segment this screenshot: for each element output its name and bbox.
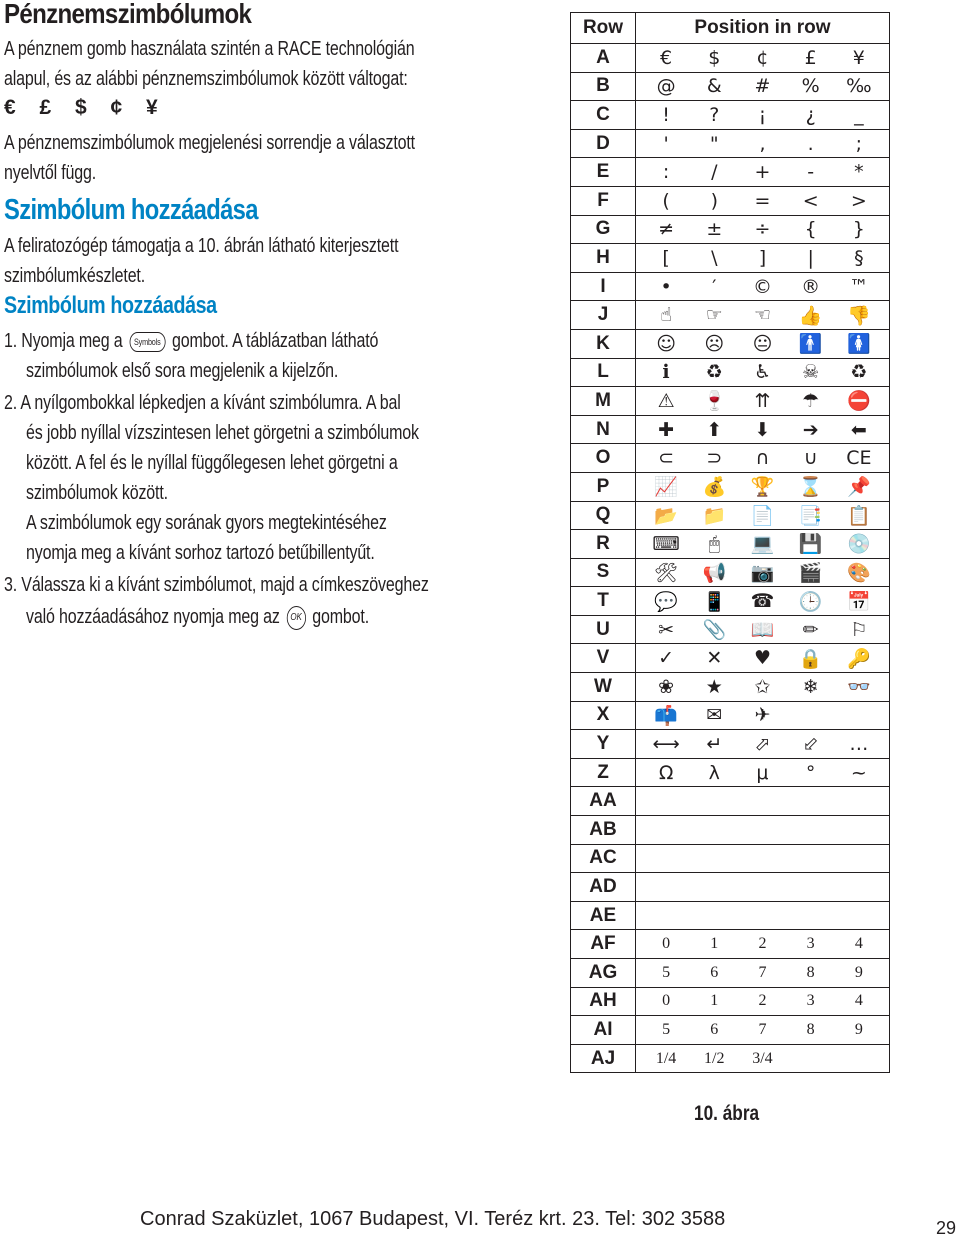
- symbol-cell: ⬅: [850, 418, 867, 441]
- symbol-cell: 🖱: [708, 532, 720, 555]
- row-label: B: [571, 72, 636, 101]
- row-label: J: [571, 301, 636, 330]
- table-row: [571, 72, 890, 101]
- symbol-table-body: [571, 44, 890, 1073]
- symbol-cell: =: [754, 189, 771, 212]
- table-row: [571, 358, 890, 387]
- symbol-cell: ✓: [658, 647, 675, 670]
- table-row: [571, 873, 890, 902]
- symbol-cell: ✕: [706, 647, 723, 670]
- symbol-cell: 0: [662, 992, 671, 1010]
- header-position: Position in row: [636, 13, 890, 44]
- symbol-cell: 7: [758, 963, 767, 981]
- symbol-cell: ☹: [704, 332, 725, 355]
- symbol-cell: 🔑: [847, 647, 871, 670]
- step2-line-4: szimbólumok között.: [26, 482, 168, 504]
- symbol-cell: ™: [849, 275, 869, 298]
- symbol-cell: ❄: [802, 675, 819, 698]
- figure-caption: 10. ábra: [694, 1102, 760, 1125]
- symbol-cell: ✩: [754, 675, 771, 698]
- symbol-cell: ♥: [753, 647, 771, 670]
- row-symbols: [636, 787, 890, 816]
- symbol-cell: °: [805, 761, 816, 784]
- symbol-cell: ★: [705, 675, 723, 698]
- row-symbols: [636, 673, 890, 702]
- row-symbols: [636, 701, 890, 730]
- symbol-cell: 6: [710, 1020, 719, 1038]
- step1-suffix: gombot. A táblázatban látható: [172, 330, 379, 352]
- symbol-cell: 8: [806, 963, 815, 981]
- symbol-cell: ☠: [802, 361, 820, 384]
- row-symbols: [636, 186, 890, 215]
- row-symbols: [636, 358, 890, 387]
- symbol-cell: 2: [758, 992, 767, 1010]
- symbol-cell: &: [706, 75, 722, 98]
- row-label: AD: [571, 873, 636, 902]
- symbol-cell: ©: [752, 275, 772, 298]
- table-row: [571, 816, 890, 845]
- row-label: E: [571, 158, 636, 187]
- symbol-cell: 1: [710, 992, 719, 1010]
- symbol-cell: ;: [855, 132, 863, 155]
- symbol-cell: ÷: [754, 218, 771, 241]
- step1-line-1: [4, 326, 378, 356]
- symbol-cell: ☂: [802, 389, 820, 412]
- symbol-cell: <: [802, 189, 819, 212]
- symbol-cell: -: [807, 161, 815, 184]
- symbol-cell: ¿: [805, 103, 816, 126]
- row-label: A: [571, 44, 636, 73]
- symbol-cell: 6: [710, 963, 719, 981]
- symbol-cell: 1/2: [704, 1049, 725, 1067]
- row-label: C: [571, 101, 636, 130]
- symbol-cell: ,: [759, 132, 766, 155]
- symbol-cell: 8: [806, 1020, 815, 1038]
- step3-line-1: 3. Válassza ki a kívánt szimbólumot, majd a címkeszöveghez: [4, 574, 429, 596]
- row-symbols: [636, 244, 890, 273]
- symbol-cell: 🏆: [750, 476, 775, 499]
- row-label: AG: [571, 959, 636, 988]
- symbol-cell: 3/4: [752, 1049, 773, 1067]
- symbol-cell: 👓: [847, 676, 871, 699]
- row-symbols: [636, 615, 890, 644]
- row-symbols: [636, 129, 890, 158]
- symbol-cell: ¢: [756, 46, 769, 69]
- symbol-cell: ⌨: [652, 532, 680, 555]
- table-row: [571, 215, 890, 244]
- table-row: [571, 1044, 890, 1073]
- symbol-cell: 0: [662, 935, 671, 953]
- symbol-cell: ✚: [658, 418, 675, 441]
- step1-line-2: szimbólumok első sora megjelenik a kijelzőn.: [26, 360, 339, 382]
- row-symbols: [636, 873, 890, 902]
- symbol-cell: ☜: [753, 304, 771, 327]
- symbol-cell: :: [662, 161, 670, 184]
- row-symbols: [636, 587, 890, 616]
- row-label: N: [571, 415, 636, 444]
- row-label: AF: [571, 930, 636, 959]
- symbol-cell: 1: [710, 935, 719, 953]
- symbol-cell: ⊃: [706, 447, 723, 470]
- row-label: R: [571, 530, 636, 559]
- row-label: S: [571, 558, 636, 587]
- row-label: M: [571, 387, 636, 416]
- row-label: I: [571, 272, 636, 301]
- row-symbols: [636, 158, 890, 187]
- symbol-cell: 🍷: [702, 390, 727, 413]
- ok-button-icon: OK: [286, 606, 305, 630]
- row-label: AA: [571, 787, 636, 816]
- step2-line-1: 2. A nyílgombokkal lépkedjen a kívánt szimbólumra. A bal: [4, 392, 401, 414]
- currency-symbols: € £ $ ¢ ¥: [4, 96, 167, 119]
- row-label: Y: [571, 730, 636, 759]
- row-symbols: [636, 816, 890, 845]
- order-line-1: A pénznemszimbólumok megjelenési sorrendje a választott: [4, 132, 415, 154]
- row-symbols: [636, 1016, 890, 1045]
- symbol-cell: 📖: [750, 619, 775, 642]
- symbol-cell: ✉: [706, 704, 723, 727]
- symbol-cell: ′: [712, 275, 717, 298]
- table-row: [571, 959, 890, 988]
- row-symbols: [636, 101, 890, 130]
- symbol-cell: .: [807, 132, 814, 155]
- symbol-cell: 🔒: [798, 647, 823, 670]
- symbol-cell: 💻: [750, 533, 775, 556]
- step2-line-5: A szimbólumok egy sorának gyors megtekintéséhez: [26, 512, 387, 534]
- symbol-cell: 👎: [847, 304, 871, 327]
- symbol-cell: £: [804, 46, 817, 69]
- row-label: V: [571, 644, 636, 673]
- symbol-cell: 📈: [654, 476, 678, 499]
- symbol-cell: #: [754, 75, 771, 98]
- section-line-2: szimbólumkészletet.: [4, 265, 146, 287]
- symbol-cell: 💰: [702, 476, 727, 499]
- footer-text: Conrad Szaküzlet, 1067 Budapest, VI. Teréz krt. 23. Tel: 302 3588: [140, 1208, 726, 1230]
- symbol-cell: 📷: [750, 561, 775, 584]
- symbol-cell: 🚺: [847, 333, 871, 356]
- symbol-cell: /: [711, 161, 718, 184]
- step2-line-3: között. A fel és le nyíllal függőlegesen lehet görgetni a: [26, 452, 398, 474]
- symbol-cell: ➔: [802, 418, 819, 441]
- symbol-cell: Ω: [658, 761, 674, 784]
- symbol-cell: 9: [854, 1020, 863, 1038]
- symbol-cell: ⇈: [754, 389, 771, 412]
- row-label: AI: [571, 1016, 636, 1045]
- symbol-cell: ❀: [658, 675, 675, 698]
- symbol-cell: >: [850, 189, 867, 212]
- row-label: Q: [571, 501, 636, 530]
- symbol-cell: ⌛: [798, 476, 823, 499]
- section-title: Szimbólum hozzáadása: [4, 194, 258, 226]
- symbol-cell: ⚠: [657, 389, 675, 412]
- symbol-cell: (: [662, 189, 670, 212]
- symbol-cell: CE: [846, 447, 872, 470]
- symbol-cell: 💬: [654, 590, 678, 613]
- symbol-cell: 📌: [847, 476, 871, 499]
- row-label: AH: [571, 987, 636, 1016]
- symbol-cell: 5: [662, 963, 671, 981]
- symbol-cell: ": [709, 132, 719, 155]
- row-symbols: [636, 758, 890, 787]
- symbol-cell: ⊂: [658, 447, 675, 470]
- row-symbols: [636, 501, 890, 530]
- table-row: [571, 615, 890, 644]
- symbol-cell: +: [754, 161, 771, 184]
- symbol-cell: •: [660, 275, 672, 298]
- table-row: [571, 644, 890, 673]
- row-label: D: [571, 129, 636, 158]
- row-symbols: [636, 844, 890, 873]
- symbol-cell: ☝: [660, 304, 672, 327]
- row-symbols: [636, 44, 890, 73]
- symbol-cell: 9: [854, 963, 863, 981]
- symbol-cell: 2: [758, 935, 767, 953]
- row-symbols: [636, 644, 890, 673]
- table-row: [571, 472, 890, 501]
- symbol-cell: [: [662, 246, 670, 269]
- symbol-cell: 📄: [750, 504, 775, 527]
- row-label: X: [571, 701, 636, 730]
- row-label: L: [571, 358, 636, 387]
- table-row: [571, 501, 890, 530]
- symbol-cell: 📑: [798, 504, 823, 527]
- table-row: [571, 787, 890, 816]
- intro-line-2: alapul, és az alábbi pénznemszimbólumok között váltogat:: [4, 68, 408, 90]
- row-symbols: [636, 272, 890, 301]
- symbol-cell: ☎: [750, 590, 775, 613]
- symbol-cell: 🛠: [654, 561, 679, 584]
- symbol-cell: 🎨: [847, 561, 871, 584]
- table-row: [571, 415, 890, 444]
- step2-line-6: nyomja meg a kívánt sorhoz tartozó betűbillentyűt.: [26, 542, 375, 564]
- intro-line-1: A pénznem gomb használata szintén a RACE technológián: [4, 38, 415, 60]
- table-row: [571, 44, 890, 73]
- row-label: AJ: [571, 1044, 636, 1073]
- table-row: [571, 701, 890, 730]
- symbol-cell: …: [849, 733, 869, 756]
- symbol-cell: λ: [708, 761, 720, 784]
- symbol-cell: 💾: [798, 533, 823, 556]
- row-symbols: [636, 1044, 890, 1073]
- table-row: [571, 758, 890, 787]
- table-row: [571, 530, 890, 559]
- symbol-cell: ∩: [755, 447, 770, 470]
- symbol-cell: !: [662, 103, 670, 126]
- symbol-cell: 📅: [847, 590, 871, 613]
- table-row: [571, 901, 890, 930]
- table-row: [571, 158, 890, 187]
- symbol-cell: ⬀: [754, 733, 771, 756]
- row-symbols: [636, 987, 890, 1016]
- symbol-cell: ⟷: [652, 733, 680, 756]
- row-label: AC: [571, 844, 636, 873]
- symbol-table: [570, 12, 890, 1073]
- row-label: U: [571, 615, 636, 644]
- symbol-cell: €: [660, 46, 673, 69]
- table-header-row: [571, 13, 890, 44]
- row-symbols: [636, 415, 890, 444]
- symbol-cell: ♻: [850, 361, 868, 384]
- row-label: AE: [571, 901, 636, 930]
- symbol-cell: 📢: [702, 561, 727, 584]
- symbol-cell: 📋: [847, 504, 871, 527]
- symbol-cell: ⚐: [850, 618, 868, 641]
- symbol-cell: 📎: [702, 619, 727, 642]
- symbol-cell: |: [807, 246, 814, 269]
- table-row: [571, 329, 890, 358]
- symbol-cell: 4: [854, 935, 863, 953]
- row-label: AB: [571, 816, 636, 845]
- symbol-cell: ⬇: [754, 418, 771, 441]
- step1-prefix: 1. Nyomja meg a: [4, 330, 123, 352]
- table-row: [571, 244, 890, 273]
- row-symbols: [636, 472, 890, 501]
- symbol-cell: 5: [662, 1020, 671, 1038]
- row-label: G: [571, 215, 636, 244]
- symbol-cell: ¡: [758, 103, 767, 126]
- symbol-cell: 🚹: [798, 333, 823, 356]
- row-symbols: [636, 444, 890, 473]
- subsection-title: Szimbólum hozzáadása: [4, 292, 217, 319]
- row-label: P: [571, 472, 636, 501]
- symbol-cell: ]: [758, 246, 767, 269]
- symbol-cell: ~: [850, 761, 867, 784]
- symbol-cell: 3: [806, 935, 815, 953]
- symbol-cell: §: [854, 246, 864, 269]
- symbol-cell: 📫: [654, 704, 678, 727]
- symbol-cell: ☺: [656, 332, 676, 355]
- symbol-cell: 📂: [654, 504, 678, 527]
- symbol-cell: ¥: [852, 46, 865, 69]
- symbol-cell: 4: [854, 992, 863, 1010]
- row-symbols: [636, 530, 890, 559]
- table-row: [571, 558, 890, 587]
- symbol-cell: ✂: [658, 618, 675, 641]
- row-symbols: [636, 959, 890, 988]
- symbol-cell: μ: [756, 761, 769, 784]
- table-row: [571, 930, 890, 959]
- symbol-cell: 💿: [847, 533, 871, 556]
- symbol-cell: @: [656, 75, 676, 98]
- symbol-cell: ®: [801, 275, 821, 298]
- step2-line-2: és jobb nyíllal vízszintesen lehet görgetni a szimbólumok: [26, 422, 419, 444]
- row-symbols: [636, 730, 890, 759]
- row-symbols: [636, 301, 890, 330]
- symbol-cell: }: [852, 218, 865, 241]
- row-label: Z: [571, 758, 636, 787]
- table-row: [571, 272, 890, 301]
- row-label: W: [571, 673, 636, 702]
- row-label: K: [571, 329, 636, 358]
- symbol-cell: 📱: [702, 590, 727, 613]
- symbol-cell: 1/4: [655, 1049, 677, 1067]
- row-label: T: [571, 587, 636, 616]
- symbol-cell: 🎬: [798, 561, 823, 584]
- step3-prefix: való hozzáadásához nyomja meg az: [26, 606, 280, 628]
- symbol-cell: ✈: [754, 704, 771, 727]
- symbol-cell: {: [804, 218, 817, 241]
- symbol-cell: *: [854, 161, 864, 184]
- symbol-cell: \: [711, 246, 718, 269]
- header-row: Row: [571, 13, 636, 44]
- table-row: [571, 101, 890, 130]
- symbol-cell: 7: [758, 1020, 767, 1038]
- symbol-cell: 📁: [702, 504, 727, 527]
- table-row: [571, 301, 890, 330]
- symbol-cell: ±: [706, 218, 723, 241]
- table-row: [571, 587, 890, 616]
- symbol-cell: ⬃: [802, 733, 819, 756]
- row-label: O: [571, 444, 636, 473]
- symbol-cell: ‰: [846, 75, 872, 98]
- symbol-cell: ℹ: [662, 361, 670, 384]
- row-symbols: [636, 558, 890, 587]
- symbol-cell: ⬆: [706, 418, 723, 441]
- symbol-cell: _: [854, 103, 864, 126]
- symbol-cell: $: [708, 46, 721, 69]
- symbol-cell: 3: [806, 992, 815, 1010]
- table-row: [571, 129, 890, 158]
- step3-suffix: gombot.: [312, 606, 369, 628]
- symbol-cell: ♻: [705, 361, 723, 384]
- row-label: F: [571, 186, 636, 215]
- section-line-1: A feliratozógép támogatja a 10. ábrán látható kiterjesztett: [4, 235, 399, 257]
- symbol-cell: ⛔: [847, 390, 871, 413]
- order-line-2: nyelvtől függ.: [4, 162, 97, 184]
- table-row: [571, 730, 890, 759]
- table-row: [571, 987, 890, 1016]
- row-symbols: [636, 901, 890, 930]
- symbol-cell: 🕒: [798, 590, 823, 613]
- row-label: H: [571, 244, 636, 273]
- table-row: [571, 844, 890, 873]
- symbol-cell: 👍: [798, 304, 823, 327]
- page-number: 29: [936, 1218, 957, 1238]
- row-symbols: [636, 930, 890, 959]
- symbol-cell: ✏: [802, 618, 819, 641]
- row-symbols: [636, 387, 890, 416]
- row-symbols: [636, 215, 890, 244]
- row-symbols: [636, 72, 890, 101]
- symbol-cell: ): [710, 189, 718, 212]
- symbol-cell: ≠: [658, 218, 675, 241]
- symbol-cell: ∪: [803, 447, 818, 470]
- symbols-button-icon: Symbols: [129, 332, 165, 352]
- table-row: [571, 1016, 890, 1045]
- table-row: [571, 673, 890, 702]
- table-row: [571, 186, 890, 215]
- symbol-cell: 😐: [752, 332, 773, 355]
- step3-line-2: [26, 602, 369, 632]
- symbol-cell: %: [801, 75, 820, 98]
- page-title: Pénznemszimbólumok: [4, 0, 252, 29]
- symbol-cell: ☞: [705, 304, 723, 327]
- symbol-cell: ↵: [706, 733, 723, 756]
- symbol-cell: ♿: [753, 361, 771, 384]
- symbol-cell: ?: [709, 103, 720, 126]
- symbol-cell: ': [663, 132, 669, 155]
- row-symbols: [636, 329, 890, 358]
- table-row: [571, 387, 890, 416]
- table-row: [571, 444, 890, 473]
